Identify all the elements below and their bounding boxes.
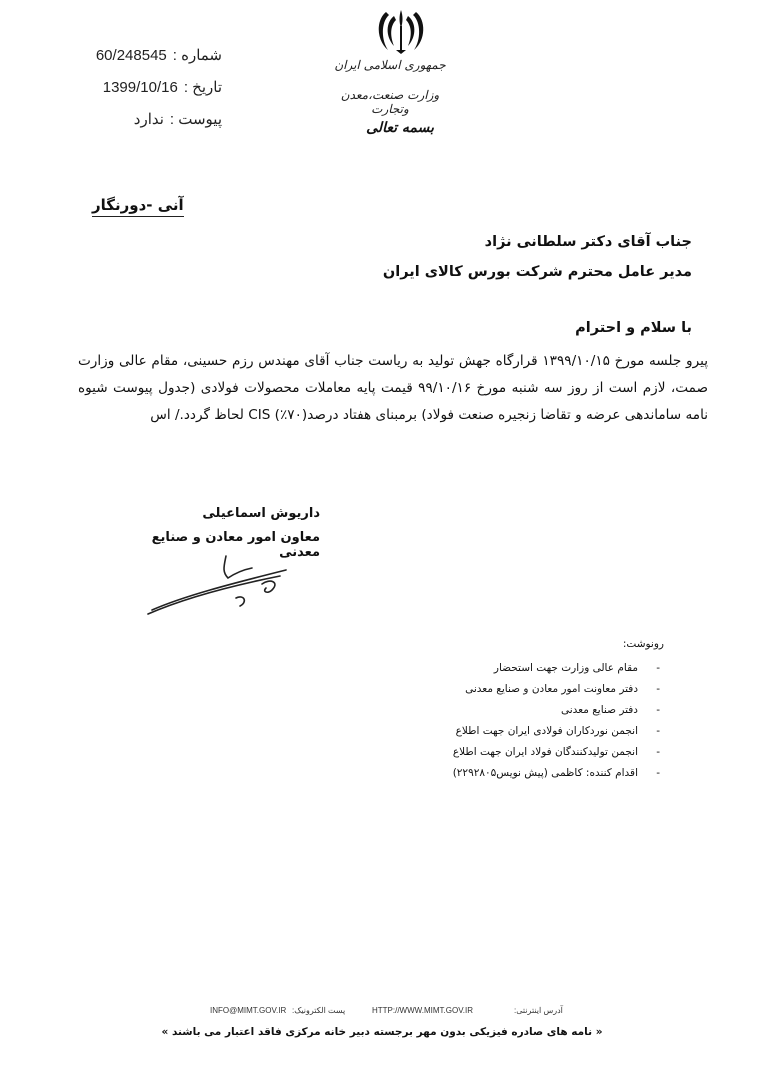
letter-number xyxy=(96,46,222,64)
cc-item: - دفتر معاونت امور معادن و صنایع معدنی xyxy=(453,679,638,700)
letter-meta xyxy=(62,0,222,140)
cc-list xyxy=(453,658,638,784)
cc-item: - اقدام کننده: کاظمی (پیش نویس۲۲۹۲۸۰۵) xyxy=(453,763,638,784)
cc-title: رونوشت: xyxy=(622,638,664,650)
addressee-title: مدیر عامل محترم شرکت بورس کالای ایران xyxy=(382,264,692,280)
cc-item: - انجمن نوردکاران فولادی ایران جهت اطلاع xyxy=(453,721,638,742)
basmala: بسمه تعالی xyxy=(366,120,434,136)
letter-body: پیرو جلسه مورخ ۱۳۹۹/۱۰/۱۵ قرارگاه جهش تولید به ریاست جناب آقای مهندس رزم حسینی، مقام عالی وزارت صمت، لازم است از روز سه شنبه مورخ ۹۹/۱۰/۱۶ قیمت پایه معاملات محصولات فولادی (جدول پیوست شیوه نامه ساماندهی عرضه و تقاضا زنجیره صنعت فولاد) برمبنای هفتاد درصد(۷۰٪) CIS لحاظ گردد./ اس xyxy=(78,353,708,423)
iran-emblem-icon xyxy=(372,6,430,56)
republic-title: جمهوری اسلامی ایران xyxy=(334,58,446,72)
letter-date xyxy=(103,78,222,96)
letter-attachment-value: ندارد xyxy=(133,111,164,128)
addressee-name: جناب آقای دکتر سلطانی نژاد xyxy=(484,234,692,250)
cc-item: - مقام عالی وزارت جهت استحضار xyxy=(453,658,638,679)
footer-web[interactable]: HTTP://WWW.MIMT.GOV.IR xyxy=(372,1006,474,1015)
letter-number-label: شماره : xyxy=(172,47,222,64)
footer-email-label: پست الکترونیک: xyxy=(292,1006,346,1015)
letter-date-value: 1399/10/16 xyxy=(102,79,178,96)
urgency-label: آنی -دورنگار xyxy=(92,196,184,217)
footer-note: « نامه های صادره فیزیکی بدون مهر برجسته دبیر خانه مرکزی فاقد اعتبار می باشند » xyxy=(161,1026,603,1038)
cc-item: - انجمن تولیدکنندگان فولاد ایران جهت اطلاع xyxy=(453,742,638,763)
footer-email[interactable]: INFO@MIMT.GOV.IR xyxy=(210,1006,287,1015)
letter-number-value: 60/248545 xyxy=(95,47,167,64)
letter-date-label: تاریخ : xyxy=(183,79,222,96)
footer-web-label: آدرس اینترنتی: xyxy=(514,1006,563,1015)
cc-item: - دفتر صنایع معدنی xyxy=(453,700,638,721)
signature-scribble xyxy=(140,548,300,618)
letter-attachment-label: پیوست : xyxy=(169,111,222,128)
ministry-title: وزارت صنعت،معدن وتجارت xyxy=(340,88,440,116)
letter-attachment xyxy=(134,110,222,128)
signatory-title: معاون امور معادن و صنایع معدنی xyxy=(151,530,320,560)
signatory-name: داریوش اسماعیلی xyxy=(202,506,320,521)
greeting: با سلام و احترام xyxy=(575,320,692,336)
